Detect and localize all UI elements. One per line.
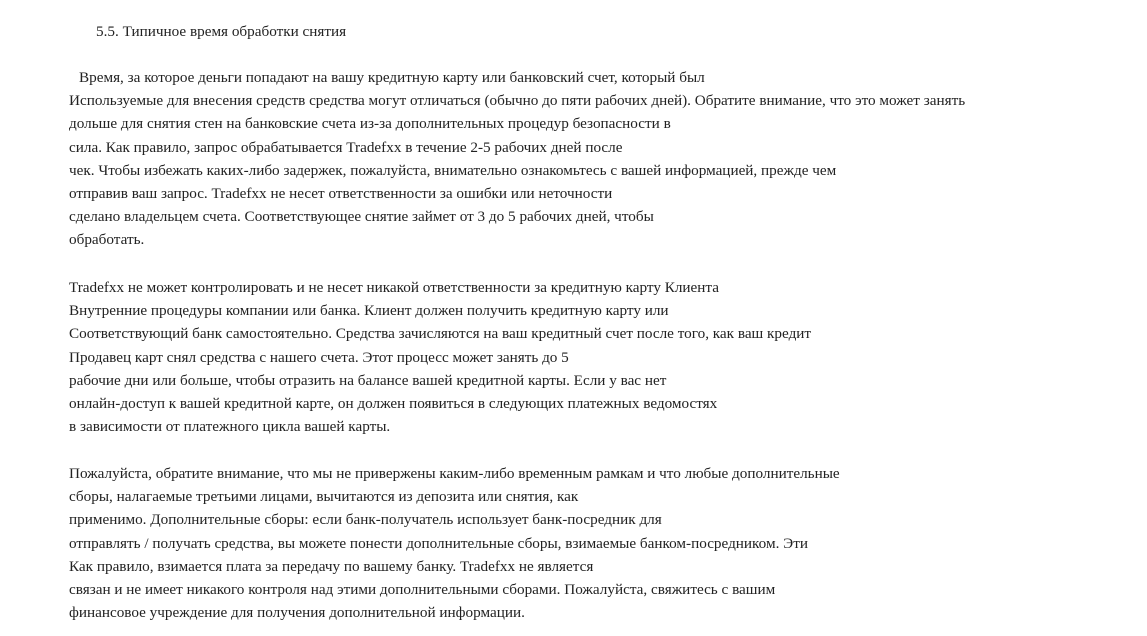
text-line: онлайн-доступ к вашей кредитной карте, он должен появиться в следующих платежных ведомостях — [69, 394, 718, 412]
text-line: Внутренние процедуры компании или банка. Клиент должен получить кредитную карту или — [69, 302, 669, 320]
paragraph-additional-fees — [69, 462, 840, 624]
text-line: Пожалуйста, обратите внимание, что мы не привержены каким-либо временным рамкам и что любые дополнительные — [69, 465, 840, 482]
text-line: Продавец карт снял средства с нашего счета. Этот процесс может занять до 5 — [69, 348, 569, 366]
text-line: сборы, налагаемые третьими лицами, вычитаются из депозита или снятия, как — [69, 488, 579, 506]
text-line: рабочие дни или больше, чтобы отразить на балансе вашей кредитной карты. Если у вас нет — [69, 371, 667, 389]
text-line: Tradefxx не может контролировать и не несет никакой ответственности за кредитную карту Клиента — [69, 279, 719, 296]
paragraph-processing-time — [69, 66, 965, 252]
text-line: отправлять / получать средства, вы можете понести дополнительные сборы, взимаемые банком-посредником. Эти — [69, 534, 808, 552]
text-line: обработать. — [69, 231, 145, 249]
text-line: в зависимости от платежного цикла вашей карты. — [69, 418, 391, 436]
text-line: Как правило, взимается плата за передачу по вашему банку. Tradefxx не является — [69, 557, 594, 575]
text-line: применимо. Дополнительные сборы: если банк-получатель использует банк-посредник для — [69, 511, 662, 529]
text-line: сила. Как правило, запрос обрабатывается Tradefxx в течение 2-5 рабочих дней после — [69, 138, 623, 156]
text-line: связан и не имеет никакого контроля над этими дополнительными сборами. Пожалуйста, свяжитесь с вашим — [69, 580, 776, 598]
text-line: Соответствующий банк самостоятельно. Средства зачисляются на ваш кредитный счет после того, как ваш кредит — [69, 325, 812, 343]
section-title: 5.5. Типичное время обработки снятия — [96, 23, 347, 40]
paragraph-bank-procedures — [69, 276, 811, 438]
text-line: отправив ваш запрос. Tradefxx не несет ответственности за ошибки или неточности — [69, 184, 613, 202]
text-line: Время, за которое деньги попадают на вашу кредитную карту или банковский счет, который был — [79, 69, 705, 86]
text-line: чек. Чтобы избежать каких-либо задержек, пожалуйста, внимательно ознакомьтесь с вашей информацией, прежде чем — [69, 161, 837, 179]
text-line: финансовое учреждение для получения дополнительной информации. — [69, 604, 525, 622]
text-line: сделано владельцем счета. Соответствующее снятие займет от 3 до 5 рабочих дней, чтобы — [69, 208, 654, 226]
text-line: дольше для снятия стен на банковские счета из-за дополнительных процедур безопасности в — [69, 115, 671, 133]
text-line: Используемые для внесения средств средства могут отличаться (обычно до пяти рабочих дней). Обратите внимание, что это может занять — [69, 92, 966, 110]
